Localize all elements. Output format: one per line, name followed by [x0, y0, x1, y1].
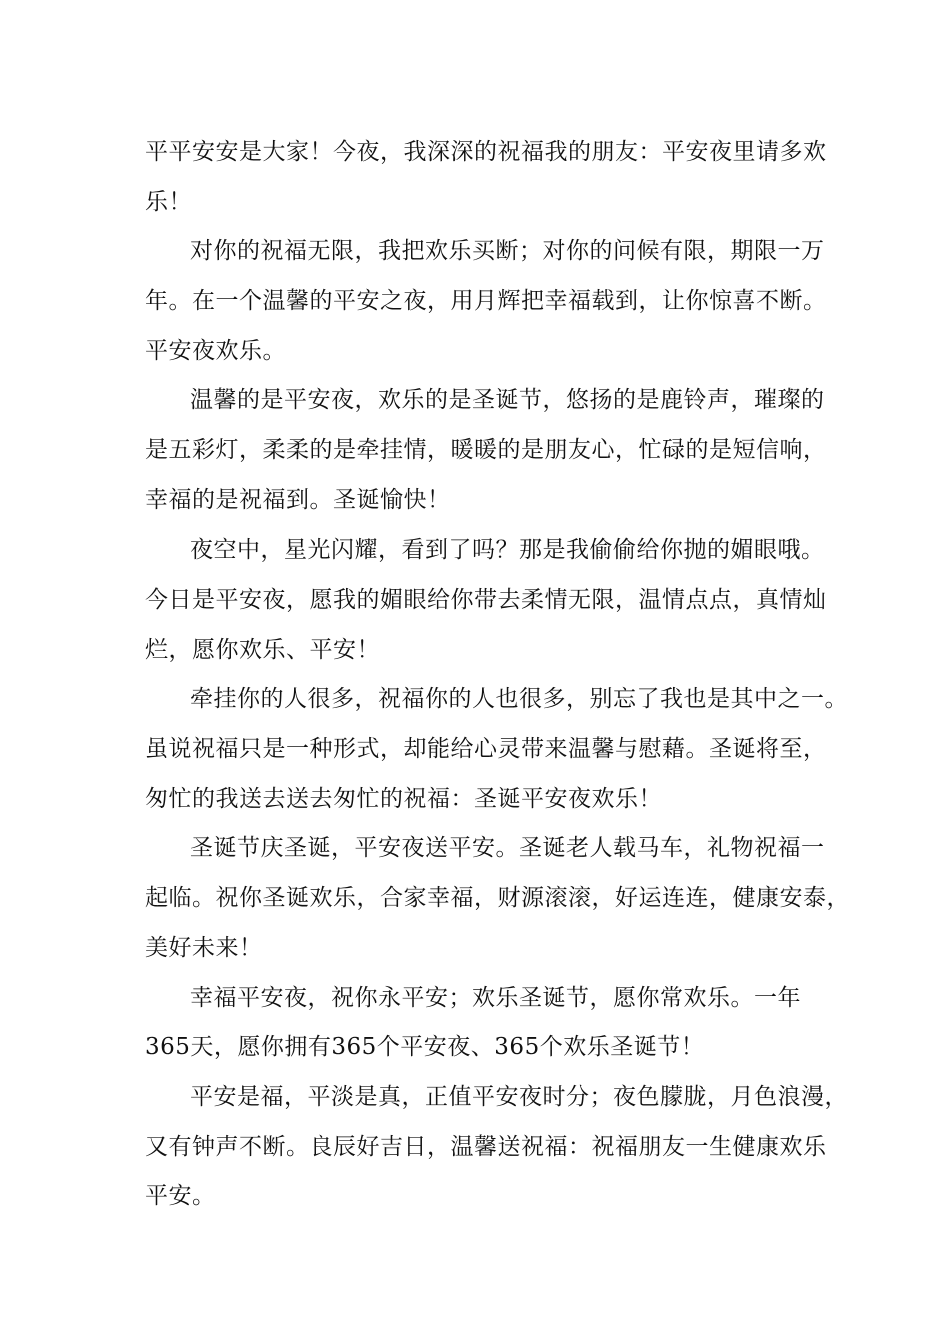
text-line: 是五彩灯，柔柔的是牵挂情，暖暖的是朋友心，忙碌的是短信响， — [145, 437, 827, 463]
text-line: 匆忙的我送去送去匆忙的祝福：圣诞平安夜欢乐！ — [145, 786, 662, 812]
text-line: 乐！ — [145, 189, 192, 215]
text-line: 起临。祝你圣诞欢乐，合家幸福，财源滚滚，好运连连，健康安泰， — [145, 885, 850, 911]
paragraph-start-line: 对你的祝福无限，我把欢乐买断；对你的问候有限，期限一万 — [190, 238, 825, 264]
text-line: 又有钟声不断。良辰好吉日，温馨送祝福：祝福朋友一生健康欢乐 — [145, 1134, 827, 1160]
text-line: 美好未来！ — [145, 935, 263, 961]
text-line: 今日是平安夜，愿我的媚眼给你带去柔情无限，温情点点，真情灿 — [145, 587, 827, 613]
text-line: 平安夜欢乐。 — [145, 338, 286, 364]
text-line: 虽说祝福只是一种形式，却能给心灵带来温馨与慰藉。圣诞将至， — [145, 736, 827, 762]
paragraph-start-line: 幸福平安夜，祝你永平安；欢乐圣诞节，愿你常欢乐。一年 — [190, 985, 801, 1011]
paragraph-start-line: 夜空中，星光闪耀，看到了吗？那是我偷偷给你抛的媚眼哦。 — [190, 537, 825, 563]
text-line: 平安。 — [145, 1183, 216, 1209]
text-line: 烂，愿你欢乐、平安！ — [145, 637, 380, 663]
text-line: 幸福的是祝福到。圣诞愉快！ — [145, 487, 451, 513]
paragraph-start-line: 温馨的是平安夜，欢乐的是圣诞节，悠扬的是鹿铃声，璀璨的 — [190, 387, 825, 413]
paragraph-start-line: 牵挂你的人很多，祝福你的人也很多，别忘了我也是其中之一。 — [190, 686, 848, 712]
paragraph-start-line: 平安是福，平淡是真，正值平安夜时分；夜色朦胧，月色浪漫， — [190, 1084, 848, 1110]
text-line: 年。在一个温馨的平安之夜，用月辉把幸福载到，让你惊喜不断。 — [145, 288, 827, 314]
text-line: 365天，愿你拥有365个平安夜、365个欢乐圣诞节！ — [145, 1034, 705, 1060]
paragraph-start-line: 圣诞节庆圣诞，平安夜送平安。圣诞老人载马车，礼物祝福一 — [190, 835, 825, 861]
text-line: 平平安安是大家！今夜，我深深的祝福我的朋友：平安夜里请多欢 — [145, 139, 827, 165]
